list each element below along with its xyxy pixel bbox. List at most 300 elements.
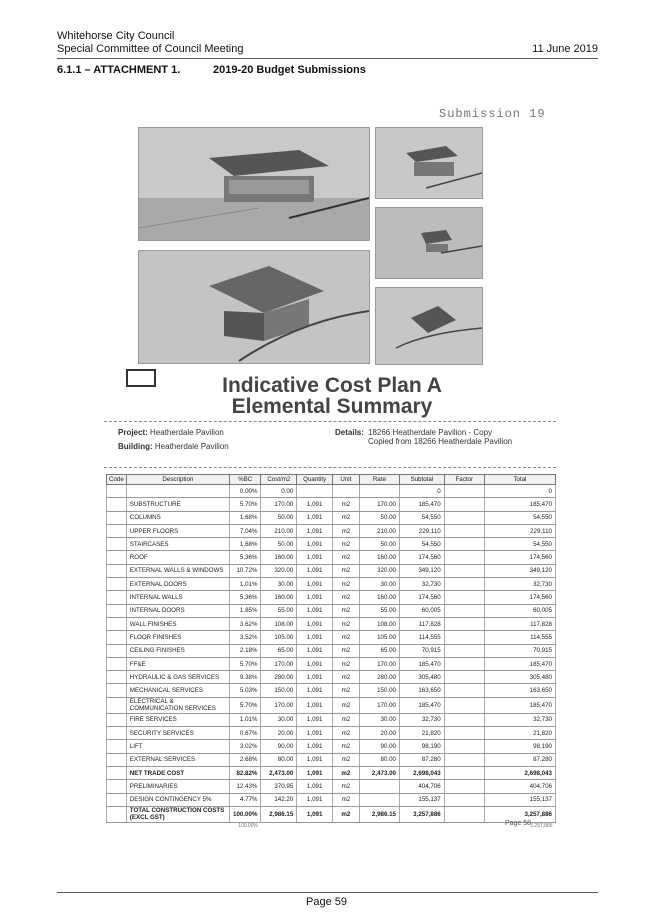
cell-rate: 170.00: [359, 697, 399, 713]
cell-costm2: 170.00: [261, 498, 297, 511]
cell-total: 0: [484, 485, 555, 498]
cell-factor: [444, 617, 484, 630]
cell-code: [107, 793, 127, 806]
cell-unit: m2: [333, 644, 360, 657]
cell-costm2: 160.00: [261, 591, 297, 604]
cell-total: 174,560: [484, 551, 555, 564]
cell-factor: [444, 631, 484, 644]
project-label: Project:: [118, 428, 148, 437]
cell-desc: LIFT: [126, 740, 229, 753]
cell-rate: 55.00: [359, 604, 399, 617]
table-row: [107, 524, 556, 537]
cell-unit: m2: [333, 657, 360, 670]
cell-total: 305,480: [484, 671, 555, 684]
cell-subtotal: 185,470: [400, 697, 445, 713]
cell-desc: FIRE SERVICES: [126, 713, 229, 726]
cell-costm2: 90.00: [261, 740, 297, 753]
cell-total: 114,555: [484, 631, 555, 644]
cell-subtotal: 305,480: [400, 671, 445, 684]
tail-cell: [400, 822, 445, 829]
building-value: Heatherdale Pavilion: [154, 442, 229, 451]
table-row: [107, 551, 556, 564]
cell-costm2: 0.00: [261, 485, 297, 498]
cell-qty: 1,091: [297, 578, 333, 591]
cell-subtotal: 185,470: [400, 498, 445, 511]
footer-divider: [57, 892, 598, 893]
cell-subtotal: 21,820: [400, 727, 445, 740]
cell-code: [107, 485, 127, 498]
cell-costm2: 210.00: [261, 524, 297, 537]
cell-qty: 1,091: [297, 538, 333, 551]
column-header: Quantity: [297, 475, 333, 485]
cell-costm2: 65.00: [261, 644, 297, 657]
cell-subtotal: 163,650: [400, 684, 445, 697]
cell-pct: 5.70%: [230, 657, 261, 670]
cell-rate: 170.00: [359, 498, 399, 511]
cell-unit: m2: [333, 617, 360, 630]
cell-unit: m2: [333, 697, 360, 713]
cell-pct: 1.68%: [230, 511, 261, 524]
cell-total: 98,190: [484, 740, 555, 753]
cell-pct: 4.77%: [230, 793, 261, 806]
column-header: Description: [126, 475, 229, 485]
cell-pct: 5.36%: [230, 591, 261, 604]
cell-factor: [444, 753, 484, 766]
cell-unit: m2: [333, 713, 360, 726]
cell-costm2: 50.00: [261, 511, 297, 524]
cell-costm2: 108.00: [261, 617, 297, 630]
table-row: [107, 591, 556, 604]
cell-code: [107, 498, 127, 511]
cell-factor: [444, 684, 484, 697]
cell-subtotal: 87,280: [400, 753, 445, 766]
cell-unit: m2: [333, 591, 360, 604]
cell-code: [107, 713, 127, 726]
cell-total: 54,550: [484, 511, 555, 524]
cell-desc: INTERNAL DOORS: [126, 604, 229, 617]
cell-desc: ELECTRICAL & COMMUNICATION SERVICES: [126, 697, 229, 713]
cell-costm2: 142.20: [261, 793, 297, 806]
table-body: [107, 485, 556, 829]
tail-cell: [126, 822, 229, 829]
elemental-summary-table: [106, 474, 556, 829]
cell-rate: 80.00: [359, 753, 399, 766]
cell-desc: WALL FINISHES: [126, 617, 229, 630]
details-line-2: Copied from 18266 Heatherdale Pavilion: [368, 437, 513, 446]
cell-costm2: 2,473.00: [261, 766, 297, 779]
cell-qty: 1,091: [297, 740, 333, 753]
cell-code: [107, 617, 127, 630]
cell-desc: NET TRADE COST: [126, 766, 229, 779]
column-header: Cost/m2: [261, 475, 297, 485]
header-divider: [57, 58, 598, 59]
render-distant-view: [375, 207, 483, 279]
council-name: Whitehorse City Council: [57, 30, 175, 42]
column-header: %BC: [230, 475, 261, 485]
cell-costm2: 30.00: [261, 578, 297, 591]
column-header: Subtotal: [400, 475, 445, 485]
cell-qty: 1,091: [297, 657, 333, 670]
cell-costm2: 320.00: [261, 564, 297, 577]
cell-costm2: 370.95: [261, 780, 297, 793]
cell-rate: 280.00: [359, 671, 399, 684]
cell-qty: 1,091: [297, 727, 333, 740]
cost-plan-title-line2: Elemental Summary: [231, 395, 433, 418]
cell-costm2: 280.00: [261, 671, 297, 684]
table-header-row: [107, 475, 556, 485]
cell-rate: 108.00: [359, 617, 399, 630]
cell-rate: 90.00: [359, 740, 399, 753]
cell-unit: m2: [333, 551, 360, 564]
cell-rate: 160.00: [359, 551, 399, 564]
cell-qty: 1,091: [297, 671, 333, 684]
cell-factor: [444, 766, 484, 779]
cell-costm2: 2,986.15: [261, 806, 297, 822]
cell-qty: 1,091: [297, 524, 333, 537]
tail-cell: [107, 822, 127, 829]
cell-desc: FLOOR FINISHES: [126, 631, 229, 644]
cell-code: [107, 727, 127, 740]
cell-desc: HYDRAULIC & GAS SERVICES: [126, 671, 229, 684]
details-label: Details:: [335, 428, 364, 437]
cell-unit: m2: [333, 524, 360, 537]
cell-code: [107, 551, 127, 564]
cell-unit: m2: [333, 538, 360, 551]
cell-subtotal: 0: [400, 485, 445, 498]
cell-total: 349,120: [484, 564, 555, 577]
cell-total: 32,730: [484, 713, 555, 726]
cell-rate: [359, 793, 399, 806]
cell-factor: [444, 524, 484, 537]
render-top-view: [375, 287, 483, 365]
cell-costm2: 160.00: [261, 551, 297, 564]
cell-costm2: 80.00: [261, 753, 297, 766]
cell-unit: m2: [333, 498, 360, 511]
table-row: [107, 564, 556, 577]
cell-unit: m2: [333, 564, 360, 577]
cost-plan-title: [104, 375, 560, 417]
tail-cell: [297, 822, 333, 829]
cell-qty: 1,091: [297, 697, 333, 713]
cell-pct: 82.82%: [230, 766, 261, 779]
cell-factor: [444, 485, 484, 498]
attachment-title: 2019-20 Budget Submissions: [213, 64, 366, 76]
cell-subtotal: 349,120: [400, 564, 445, 577]
table-row: [107, 713, 556, 726]
cell-desc: PRELIMINARIES: [126, 780, 229, 793]
cell-pct: 1.85%: [230, 604, 261, 617]
details-line-1: 18266 Heatherdale Pavilion - Copy: [368, 428, 493, 437]
cell-factor: [444, 538, 484, 551]
cell-total: 163,650: [484, 684, 555, 697]
column-header: Total: [484, 475, 555, 485]
cell-factor: [444, 498, 484, 511]
building-label: Building:: [118, 442, 153, 451]
cell-factor: [444, 713, 484, 726]
cell-pct: 1.68%: [230, 538, 261, 551]
cell-unit: m2: [333, 766, 360, 779]
cell-unit: m2: [333, 740, 360, 753]
cell-factor: [444, 564, 484, 577]
cell-rate: 30.00: [359, 713, 399, 726]
cell-code: [107, 631, 127, 644]
cell-total: 185,470: [484, 657, 555, 670]
cell-costm2: 170.00: [261, 657, 297, 670]
cell-rate: 50.00: [359, 538, 399, 551]
cell-subtotal: 98,190: [400, 740, 445, 753]
cell-pct: 0.67%: [230, 727, 261, 740]
cell-subtotal: 404,706: [400, 780, 445, 793]
table-row: [107, 727, 556, 740]
column-header: Code: [107, 475, 127, 485]
cell-desc: [126, 485, 229, 498]
cell-unit: m2: [333, 578, 360, 591]
cell-unit: m2: [333, 727, 360, 740]
cell-desc: EXTERNAL WALLS & WINDOWS: [126, 564, 229, 577]
table-row: [107, 617, 556, 630]
cell-factor: [444, 780, 484, 793]
column-header: Unit: [333, 475, 360, 485]
cell-pct: 3.02%: [230, 740, 261, 753]
cell-pct: 9.38%: [230, 671, 261, 684]
cell-qty: 1,091: [297, 793, 333, 806]
cell-factor: [444, 511, 484, 524]
cell-total: 87,280: [484, 753, 555, 766]
cell-desc: SECURITY SERVICES: [126, 727, 229, 740]
cell-pct: 10.72%: [230, 564, 261, 577]
cell-subtotal: 174,560: [400, 591, 445, 604]
cell-factor: [444, 793, 484, 806]
page-footer: Page 59: [306, 896, 347, 908]
table-row: [107, 631, 556, 644]
table-row: [107, 740, 556, 753]
cell-pct: 3.62%: [230, 617, 261, 630]
cell-rate: [359, 485, 399, 498]
cell-qty: 1,091: [297, 780, 333, 793]
cell-pct: 1.01%: [230, 578, 261, 591]
cell-costm2: 55.00: [261, 604, 297, 617]
cell-code: [107, 604, 127, 617]
dashed-rule-bottom: [104, 467, 556, 468]
dashed-rule-top: [104, 421, 556, 422]
cell-total: 155,137: [484, 793, 555, 806]
cell-code: [107, 740, 127, 753]
cell-factor: [444, 604, 484, 617]
details-values: [368, 428, 512, 446]
cell-rate: 30.00: [359, 578, 399, 591]
cell-factor: [444, 591, 484, 604]
cell-rate: 150.00: [359, 684, 399, 697]
cell-subtotal: 185,470: [400, 657, 445, 670]
cell-total: 21,820: [484, 727, 555, 740]
cell-desc: STAIRCASES: [126, 538, 229, 551]
cell-code: [107, 564, 127, 577]
cell-unit: m2: [333, 684, 360, 697]
table-row: [107, 538, 556, 551]
cell-code: [107, 806, 127, 822]
cell-total: 185,470: [484, 498, 555, 511]
cell-pct: 3.52%: [230, 631, 261, 644]
cell-rate: 170.00: [359, 657, 399, 670]
cell-pct: 5.36%: [230, 551, 261, 564]
cell-qty: 1,091: [297, 564, 333, 577]
render-front-elevation: [138, 127, 370, 241]
cell-costm2: 50.00: [261, 538, 297, 551]
cell-factor: [444, 806, 484, 822]
cell-code: [107, 591, 127, 604]
table-row: [107, 806, 556, 822]
cell-qty: 1,091: [297, 631, 333, 644]
details-label-wrap: [335, 428, 364, 437]
table-row: [107, 697, 556, 713]
cell-subtotal: 32,730: [400, 713, 445, 726]
cell-pct: 2.18%: [230, 644, 261, 657]
building-line: [118, 442, 229, 451]
cell-subtotal: 114,555: [400, 631, 445, 644]
cell-code: [107, 644, 127, 657]
cell-subtotal: 54,550: [400, 511, 445, 524]
tail-cell: [261, 822, 297, 829]
cell-rate: 160.00: [359, 591, 399, 604]
column-header: Rate: [359, 475, 399, 485]
cost-plan-title-line1: Indicative Cost Plan A: [222, 374, 442, 397]
table-row: [107, 485, 556, 498]
cell-rate: [359, 780, 399, 793]
attachment-heading: [57, 64, 366, 76]
cell-code: [107, 538, 127, 551]
cell-desc: DESIGN CONTINGENCY 5%: [126, 793, 229, 806]
cell-costm2: 20.00: [261, 727, 297, 740]
cell-code: [107, 684, 127, 697]
table-row: [107, 753, 556, 766]
cell-factor: [444, 671, 484, 684]
cell-unit: m2: [333, 806, 360, 822]
tail-cell: [359, 822, 399, 829]
cell-subtotal: 117,828: [400, 617, 445, 630]
cell-subtotal: 54,550: [400, 538, 445, 551]
cell-rate: 20.00: [359, 727, 399, 740]
scanned-submission-page: [104, 95, 560, 829]
cell-rate: 65.00: [359, 644, 399, 657]
table-row: [107, 578, 556, 591]
cell-unit: m2: [333, 671, 360, 684]
cell-unit: [333, 485, 360, 498]
cell-unit: m2: [333, 604, 360, 617]
column-header: Factor: [444, 475, 484, 485]
cell-factor: [444, 740, 484, 753]
cell-code: [107, 780, 127, 793]
cell-factor: [444, 551, 484, 564]
cell-code: [107, 697, 127, 713]
cell-qty: [297, 485, 333, 498]
cell-code: [107, 578, 127, 591]
table-tail-row: [107, 822, 556, 829]
cell-subtotal: 70,915: [400, 644, 445, 657]
attachment-label: 6.1.1 – ATTACHMENT 1.: [57, 64, 181, 76]
table-row: [107, 498, 556, 511]
cell-qty: 1,091: [297, 766, 333, 779]
table-row: [107, 793, 556, 806]
cell-rate: 50.00: [359, 511, 399, 524]
cell-costm2: 150.00: [261, 684, 297, 697]
cell-qty: 1,091: [297, 617, 333, 630]
cell-total: 54,550: [484, 538, 555, 551]
tail-cell: [444, 822, 484, 829]
cell-qty: 1,091: [297, 806, 333, 822]
cell-desc: UPPER FLOORS: [126, 524, 229, 537]
cell-desc: SUBSTRUCTURE: [126, 498, 229, 511]
table-row: [107, 644, 556, 657]
cell-pct: 2.68%: [230, 753, 261, 766]
cell-subtotal: 229,110: [400, 524, 445, 537]
page-header: [57, 30, 598, 56]
cell-pct: 5.70%: [230, 498, 261, 511]
meeting-date: 11 June 2019: [532, 43, 598, 55]
cell-subtotal: 2,698,043: [400, 766, 445, 779]
table-row: [107, 604, 556, 617]
project-line: [118, 428, 224, 437]
submission-stamp: Submission 19: [439, 107, 546, 121]
cell-total: 70,915: [484, 644, 555, 657]
cell-total: 117,828: [484, 617, 555, 630]
cell-subtotal: 3,257,886: [400, 806, 445, 822]
cell-pct: 7.04%: [230, 524, 261, 537]
cell-unit: m2: [333, 511, 360, 524]
cell-unit: m2: [333, 793, 360, 806]
cell-code: [107, 671, 127, 684]
cell-total: 2,698,043: [484, 766, 555, 779]
cell-total: 32,730: [484, 578, 555, 591]
scan-page-number: Page 58: [505, 820, 532, 827]
cell-factor: [444, 578, 484, 591]
cell-code: [107, 753, 127, 766]
table-row: [107, 766, 556, 779]
cell-qty: 1,091: [297, 604, 333, 617]
cell-factor: [444, 657, 484, 670]
table-row: [107, 511, 556, 524]
cell-desc: INTERNAL WALLS: [126, 591, 229, 604]
cell-code: [107, 766, 127, 779]
cell-rate: 210.00: [359, 524, 399, 537]
cell-pct: 1.01%: [230, 713, 261, 726]
cell-costm2: 170.00: [261, 697, 297, 713]
cell-total: 174,560: [484, 591, 555, 604]
cell-unit: m2: [333, 631, 360, 644]
table-row: [107, 657, 556, 670]
cell-code: [107, 511, 127, 524]
cell-qty: 1,091: [297, 498, 333, 511]
cell-factor: [444, 644, 484, 657]
project-value: Heatherdale Pavilion: [150, 428, 224, 437]
cell-pct: 5.03%: [230, 684, 261, 697]
cell-pct: 12.43%: [230, 780, 261, 793]
cell-unit: m2: [333, 753, 360, 766]
cell-desc: CEILING FINISHES: [126, 644, 229, 657]
cell-rate: 105.00: [359, 631, 399, 644]
cell-unit: m2: [333, 780, 360, 793]
cell-subtotal: 174,560: [400, 551, 445, 564]
cell-total: 60,005: [484, 604, 555, 617]
cell-factor: [444, 727, 484, 740]
cell-desc: COLUMNS: [126, 511, 229, 524]
render-aerial-view: [138, 250, 370, 364]
cell-total: 185,470: [484, 697, 555, 713]
cell-desc: FF&E: [126, 657, 229, 670]
tail-total: 3,257,886: [530, 822, 553, 829]
table-row: [107, 684, 556, 697]
cell-qty: 1,091: [297, 753, 333, 766]
cell-qty: 1,091: [297, 591, 333, 604]
